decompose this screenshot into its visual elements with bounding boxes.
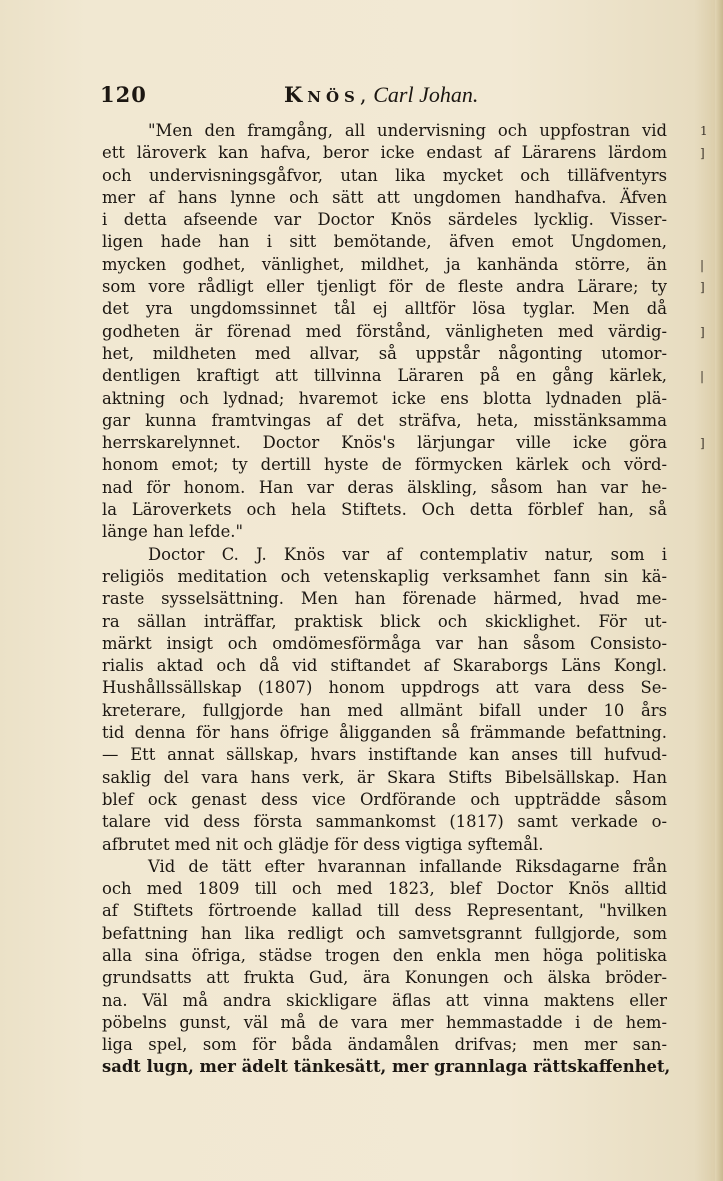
text-line: mycken godhet, vänlighet, mildhet, ja kanhända större, än: [102, 254, 667, 274]
text-line: i detta afseende var Doctor Knös särdeles lycklig. Visser-: [102, 210, 667, 230]
text-line: het, mildheten med allvar, så uppstår någonting utomor-: [102, 343, 667, 363]
text-line: grundsatts att frukta Gud, ära Konungen och älska bröder-: [102, 968, 667, 988]
text-line: Hushållssällskap (1807) honom uppdrogs att vara dess Se-: [102, 678, 667, 698]
text-line: Doctor C. J. Knös var af contemplativ natur, som i: [148, 544, 667, 564]
margin-mark: ]: [700, 280, 705, 295]
text-line: alla sina öfriga, städse trogen den enkla men höga politiska: [102, 945, 667, 965]
text-line: na. Väl må andra skickligare äflas att vinna maktens eller: [102, 990, 667, 1010]
text-line: rialis aktad och då vid stiftandet af Skaraborgs Läns Kongl.: [102, 656, 667, 676]
text-line: la Läroverkets och hela Stiftets. Och detta förblef han, så: [102, 500, 667, 520]
text-line: ligen hade han i sitt bemötande, äfven emot Ungdomen,: [102, 232, 667, 252]
text-line: som vore rådligt eller tjenligt för de fleste andra Lärare; ty: [102, 277, 667, 297]
text-line: nad för honom. Han var deras älskling, såsom han var he-: [102, 477, 667, 497]
running-head-given-names: Carl Johan.: [373, 82, 479, 107]
margin-mark: [700, 343, 720, 365]
text-line: raste sysselsättning. Men han förenade härmed, hvad me-: [102, 589, 667, 609]
text-line: talare vid dess första sammankomst (1817) samt verkade o-: [102, 812, 667, 832]
text-line: pöbelns gunst, väl må de vara mer hemmastadde i de hem-: [102, 1012, 667, 1032]
text-line: ra sällan inträffar, praktisk blick och skicklighet. För ut-: [102, 611, 667, 631]
text-line: sadt lugn, mer ädelt tänkesätt, mer grannlaga rättskaffenhet,: [102, 1057, 671, 1077]
text-line: saklig del vara hans verk, är Skara Stifts Bibelsällskap. Han: [102, 767, 667, 787]
text-line: länge han lefde.": [102, 522, 244, 542]
text-line: befattning han lika redligt och samvetsgrannt fullgjorde, som: [102, 923, 667, 943]
margin-mark: [700, 298, 720, 320]
text-line: blef ock genast dess vice Ordförande och uppträdde såsom: [102, 789, 667, 809]
bleed-through-marks: [700, 120, 720, 454]
body-text: [102, 120, 671, 1079]
text-line: märkt insigt och omdömesförmåga var han såsom Consisto-: [102, 633, 667, 653]
margin-mark: [700, 388, 720, 410]
text-line: gar kunna framtvingas af det sträfva, heta, misstänksamma: [102, 410, 667, 430]
text-line: liga spel, som för båda ändamålen drifvas; men mer san-: [102, 1035, 667, 1055]
margin-mark: ]: [700, 324, 705, 339]
page-number: 120: [100, 82, 147, 107]
margin-mark: ]: [700, 436, 705, 451]
text-line: religiös meditation och vetenskaplig verksamhet fann sin kä-: [102, 566, 667, 586]
text-line: dentligen kraftigt att tillvinna Läraren på en gång kärlek,: [102, 366, 667, 386]
margin-mark: [700, 165, 720, 187]
text-line: tid denna för hans öfrige åligganden så främmande befattning.: [102, 723, 667, 743]
page-header: [100, 82, 665, 112]
text-line: kreterare, fullgjorde han med allmänt bifall under 10 års: [102, 700, 667, 720]
running-head: [284, 82, 478, 108]
text-line: ett läroverk kan hafva, beror icke endast af Lärarens lärdom: [102, 143, 667, 163]
running-head-surname: Knös: [284, 82, 360, 107]
text-line: godheten är förenad med förstånd, vänligheten med värdig-: [102, 321, 667, 341]
text-line: af Stiftets förtroende kallad till dess Representant, "hvilken: [102, 901, 667, 921]
margin-mark: [700, 231, 720, 253]
text-line: och med 1809 till och med 1823, blef Doctor Knös alltid: [102, 879, 667, 899]
text-line: — Ett annat sällskap, hvars instiftande kan anses till hufvud-: [102, 745, 667, 765]
text-line: aktning och lydnad; hvaremot icke ens blotta lydnaden plä-: [102, 388, 667, 408]
margin-mark: |: [700, 369, 705, 384]
margin-mark: |: [700, 257, 705, 272]
text-line: "Men den framgång, all undervisning och uppfostran vid: [148, 121, 667, 140]
text-line: det yra ungdomssinnet tål ej alltför lösa tyglar. Men då: [102, 299, 667, 319]
text-line: afbrutet med nit och glädje för dess vigtiga syftemål.: [102, 834, 544, 854]
margin-mark: 1: [700, 124, 708, 138]
text-line: honom emot; ty dertill hyste de förmycken kärlek och vörd-: [102, 455, 667, 475]
margin-mark: [700, 187, 720, 209]
text-line: mer af hans lynne och sätt att ungdomen handhafva. Äfven: [102, 187, 667, 207]
margin-mark: [700, 209, 720, 231]
running-head-separator: ,: [359, 83, 367, 107]
margin-mark: [700, 410, 720, 432]
text-line: Vid de tätt efter hvarannan infallande Riksdagarne från: [148, 856, 667, 876]
text-line: herrskarelynnet. Doctor Knös's lärjungar ville icke göra: [102, 433, 667, 453]
margin-mark: ]: [700, 146, 705, 161]
text-line: och undervisningsgåfvor, utan lika mycket och tilläfventyrs: [102, 165, 667, 185]
